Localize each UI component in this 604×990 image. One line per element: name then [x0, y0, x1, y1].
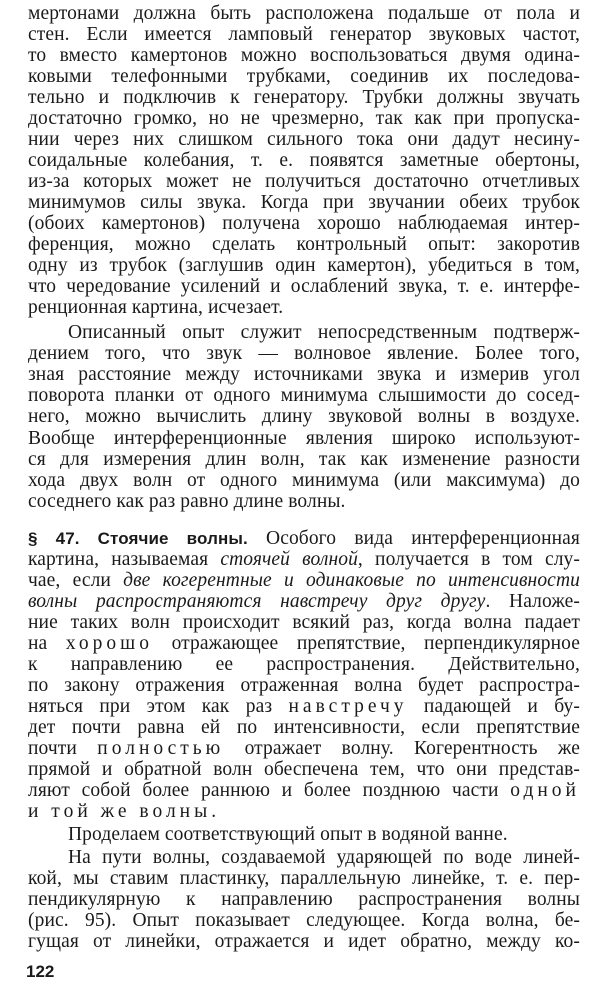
- text-span: отражает волну. Когерентность же: [224, 737, 580, 759]
- text-line: [28, 549, 580, 570]
- text-line: Вообще интерференционные явления широко используют-: [28, 427, 580, 449]
- text-line: (рис. 95). Опыт показывает следующее. Когда волна, бе-: [28, 910, 580, 931]
- text-line: [28, 696, 580, 717]
- text-span: картина, называемая: [28, 548, 221, 570]
- text-line: гущая от линейки, отражается и идет обратно, между ко-: [28, 931, 580, 952]
- text-line: то вместо камертонов можно воспользоваться двумя одина-: [28, 45, 580, 66]
- text-line: тельно и подключив к генератору. Трубки должны звучать: [28, 87, 580, 109]
- italic-text: волны распространяются навстречу друг другу: [28, 590, 486, 612]
- text-line: соседнего как раз равно длине волны.: [28, 490, 346, 512]
- text-span: ляют собой более раннюю и более позднюю части: [28, 779, 511, 801]
- text-line: [28, 570, 580, 591]
- text-line: ренционная картина, исчезает.: [28, 297, 284, 319]
- text-span: чае, если: [28, 569, 124, 591]
- text-line: [28, 591, 580, 612]
- text-line: мертонами должна быть расположена подальше от пола и: [28, 3, 580, 24]
- text-line: хода двух волн от одного минимума (или максимума) до: [28, 469, 580, 491]
- text-line: На пути волны, создаваемой ударяющей по воде линей-: [68, 846, 580, 868]
- text-line: [28, 780, 580, 801]
- text-line: [28, 738, 580, 759]
- text-span: , получается в том слу-: [357, 548, 580, 570]
- text-line: зная расстояние между источниками звука и измерив угол: [28, 364, 580, 386]
- text-line: дением того, что звук — волновое явление. Более того,: [28, 343, 580, 365]
- text-line: дет почти равна ей по интенсивности, если препятствие: [28, 716, 580, 738]
- spaced-emphasis: одной: [510, 779, 580, 801]
- text-line: него, можно вычислить длину звуковой волны в воздухе.: [28, 406, 580, 428]
- spaced-emphasis: хорошо: [65, 632, 153, 654]
- text-line: нии через них слишком сильного тока они дадут несину-: [28, 129, 580, 151]
- text-line: минимумов силы звука. Когда при звучании обеих трубок: [28, 192, 580, 214]
- text-line: прямой и обратной волн обеспечена тем, что они представ-: [28, 758, 580, 780]
- text-span: Особого вида интерференционная: [247, 527, 580, 549]
- section-heading: § 47. Стоячие волны.: [28, 528, 248, 548]
- text-span: . Наложе-: [485, 590, 580, 612]
- text-line: [28, 633, 580, 654]
- text-span: почти: [28, 737, 98, 759]
- text-line: из-за которых может не получиться достаточно отчетливых: [28, 171, 580, 193]
- page-number: 122: [26, 962, 55, 981]
- text-line: ковыми телефонными трубками, соединив их последова-: [28, 66, 580, 88]
- spaced-emphasis: навстречу: [288, 695, 408, 717]
- text-line: одну из трубок (заглушив один камертон), убедиться в том,: [28, 255, 580, 277]
- spaced-emphasis: и той же волны.: [28, 800, 221, 822]
- text-line: ние таких волн происходит всякий раз, когда волна падает: [28, 611, 580, 633]
- text-line: ся для измерения длин волн, так как изменение разности: [28, 448, 580, 470]
- text-line: кой, мы ставим пластинку, параллельную линейке, т. е. пер-: [28, 867, 580, 889]
- text-line: поворота планки от одного минимума слышимости до сосед-: [28, 385, 580, 407]
- text-line: [28, 528, 580, 549]
- text-line: стен. Если имеется ламповый генератор звуковых частот,: [28, 24, 580, 45]
- text-line: пендикулярную к направлению распространения волны: [28, 888, 580, 910]
- italic-text: две когерентные и одинаковые по интенсивности: [123, 569, 580, 591]
- text-line: Проделаем соответствующий опыт в водяной ванне.: [68, 823, 508, 845]
- text-line: по закону отражения отраженная волна будет распростра-: [28, 674, 580, 696]
- spaced-emphasis: полностью: [97, 737, 225, 759]
- text-line: соидальные колебания, т. е. появятся заметные обертоны,: [28, 150, 580, 172]
- text-span: няться при этом как раз: [28, 695, 289, 717]
- text-line: [28, 801, 580, 822]
- text-span: падающей и бу-: [407, 695, 581, 717]
- text-line: Описанный опыт служит непосредственным подтверж-: [68, 322, 580, 344]
- text-span: отражающее препятствие, перпендикулярное: [152, 632, 580, 654]
- text-line: достаточно громко, но не чрезмерно, так как при пропуска-: [28, 108, 580, 130]
- text-span: на: [28, 632, 66, 654]
- text-line: к направлению ее распространения. Действительно,: [28, 653, 580, 675]
- text-line: (обоих камертонов) получена хорошо наблюдаемая интер-: [28, 213, 580, 235]
- text-line: ференция, можно сделать контрольный опыт: закоротив: [28, 234, 580, 256]
- text-line: что чередование усилений и ослаблений звука, т. е. интерфе-: [28, 276, 580, 298]
- italic-term: стоячей волной: [220, 548, 358, 570]
